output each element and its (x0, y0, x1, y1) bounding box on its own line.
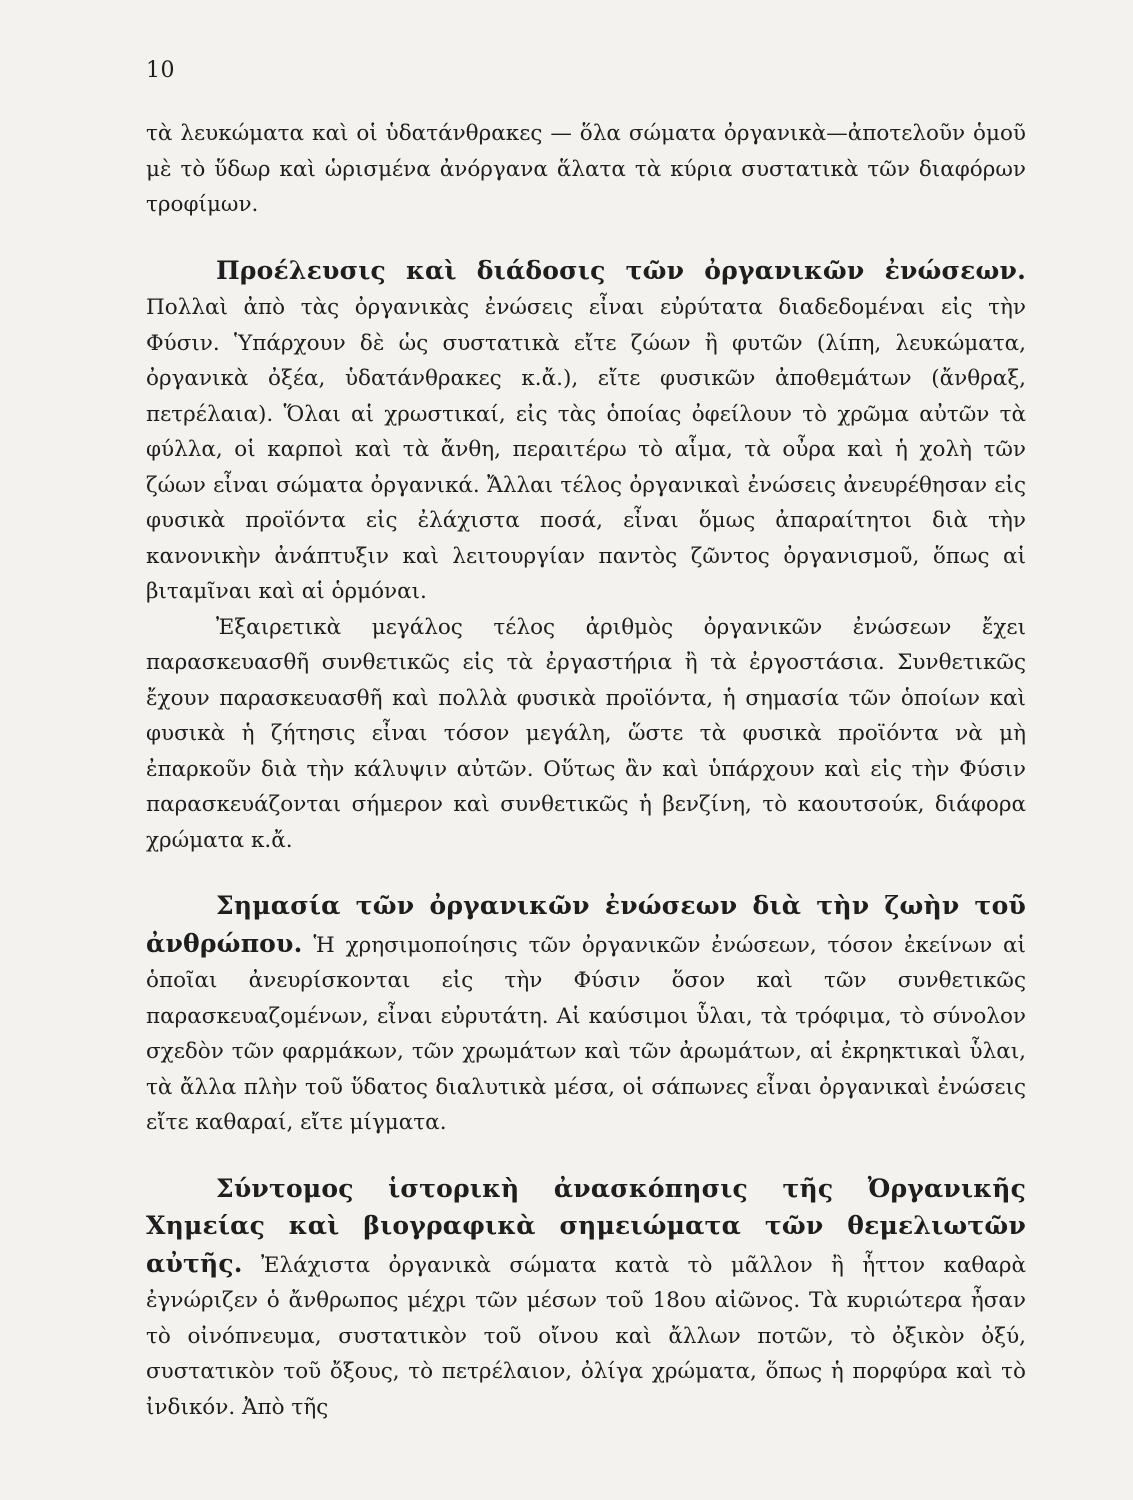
paragraph-synthetic (146, 610, 1026, 859)
paragraph-text: Ἐξαιρετικὰ μεγάλος τέλος ἀριθμὸς ὀργανικῶν ἐνώσεων ἔχει παρασκευασθῆ συνθετικῶς εἰς τὰ ἐργαστήρια ἢ τὰ ἐργοστάσια. Συνθετικῶς ἔχουν παρασκευασθῆ καὶ πολλὰ φυσικὰ προϊόντα, ἡ σημασία τῶν ὁποίων καὶ φυσικὰ ἡ ζήτησις εἶναι τόσον μεγάλη, ὥστε τὰ φυσικὰ προϊόντα νὰ μὴ ἐπαρκοῦν διὰ τὴν κάλυψιν αὐτῶν. Οὕτως ἂν καὶ ὑπάρχουν καὶ εἰς τὴν Φύσιν παρασκευάζονται σήμερον καὶ συνθετικῶς ἡ βενζίνη, τὸ καουτσούκ, διάφορα χρώματα κ.ἄ. (146, 614, 1026, 853)
paragraph-text: τὰ λευκώματα καὶ οἱ ὑδατάνθρακες — ὅλα σώματα ὀργανικὰ—ἀποτελοῦν ὁμοῦ μὲ τὸ ὕδωρ καὶ ὡρισμένα ἀνόργανα ἅλατα τὰ κύρια συστατικὰ τῶν διαφόρων τροφίμων. (146, 121, 1026, 217)
paragraph-text: Πολλαὶ ἀπὸ τὰς ὀργανικὰς ἐνώσεις εἶναι εὐρύτατα διαδεδομέναι εἰς τὴν Φύσιν. Ὑπάρχουν δὲ ὡς συστατικὰ εἴτε ζώων ἢ φυτῶν (λίπη, λευκώματα, ὀργανικὰ ὀξέα, ὑδατάνθρακες κ.ἄ.), εἴτε φυσικῶν ἀποθεμάτων (ἄνθραξ, πετρέλαια). Ὅλαι αἱ χρωστικαί, εἰς τὰς ὁποίας ὀφείλουν τὸ χρῶμα αὐτῶν τὰ φύλλα, οἱ καρποὶ καὶ τὰ ἄνθη, περαιτέρω τὸ αἷμα, τὰ οὖρα καὶ ἡ χολὴ τῶν ζώων εἶναι σώματα ὀργανικά. Ἄλλαι τέλος ὀργανικαὶ ἐνώσεις ἀνευρέθησαν εἰς φυσικὰ προϊόντα εἰς ἐλάχιστα ποσά, εἶναι ὅμως ἀπαραίτητοι διὰ τὴν κανονικὴν ἀνάπτυξιν καὶ λειτουργίαν παντὸς ζῶντος ὀργανισμοῦ, ὅπως αἱ βιταμῖναι καὶ αἱ ὁρμόναι. (146, 295, 1026, 604)
paragraph-text: Ἐλάχιστα ὀργανικὰ σώματα κατὰ τὸ μᾶλλον ἢ ἧττον καθαρὰ ἐγνώριζεν ὁ ἄνθρωπος μέχρι τῶν μέσων τοῦ 18ου αἰῶνος. Τὰ κυριώτερα ἦσαν τὸ οἰνόπνευμα, συστατικὸν τοῦ οἴνου καὶ ἄλλων ποτῶν, τὸ ὀξικὸν ὀξύ, συστατικὸν τοῦ ὄξους, τὸ πετρέλαιον, ὀλίγα χρώματα, ὅπως ἡ πορφύρα καὶ τὸ ἰνδικόν. Ἀπὸ τῆς (146, 1252, 1026, 1420)
paragraph-importance (146, 888, 1026, 1141)
paragraph-origin (146, 253, 1026, 610)
section-heading-history: Σύντομος ἱστορικὴ ἀνασκόπησις τῆς Ὀργανικῆς Χημείας καὶ βιογραφικὰ σημειώματα τῶν θεμελιωτῶν αὐτῆς. (146, 1173, 1026, 1278)
page-number: 10 (146, 58, 175, 83)
paragraph-continuation (146, 116, 1026, 223)
section-heading-importance: Σημασία τῶν ὀργανικῶν ἐνώσεων διὰ τὴν ζωὴν τοῦ ἀνθρώπου. (146, 891, 1026, 958)
paragraph-history (146, 1171, 1026, 1426)
page-body (146, 116, 1026, 1425)
paragraph-text: Ἡ χρησιμοποίησις τῶν ὀργανικῶν ἐνώσεων, τόσον ἐκείνων αἱ ὁποῖαι ἀνευρίσκονται εἰς τὴν Φύσιν ὅσον καὶ τῶν συνθετικῶς παρασκευαζομένων, εἶναι εὐρυτάτη. Αἱ καύσιμοι ὗλαι, τὰ τρόφιμα, τὸ σύνολον σχεδὸν τῶν φαρμάκων, τῶν χρωμάτων καὶ τῶν ἀρωμάτων, αἱ ἐκρηκτικαὶ ὗλαι, τὰ ἄλλα πλὴν τοῦ ὕδατος διαλυτικὰ μέσα, οἱ σάπωνες εἶναι ὀργανικαὶ ἐνώσεις εἴτε καθαραί, εἴτε μίγματα. (146, 932, 1026, 1135)
section-heading-origin: Προέλευσις καὶ διάδοσις τῶν ὀργανικῶν ἐνώσεων. (216, 255, 1026, 285)
